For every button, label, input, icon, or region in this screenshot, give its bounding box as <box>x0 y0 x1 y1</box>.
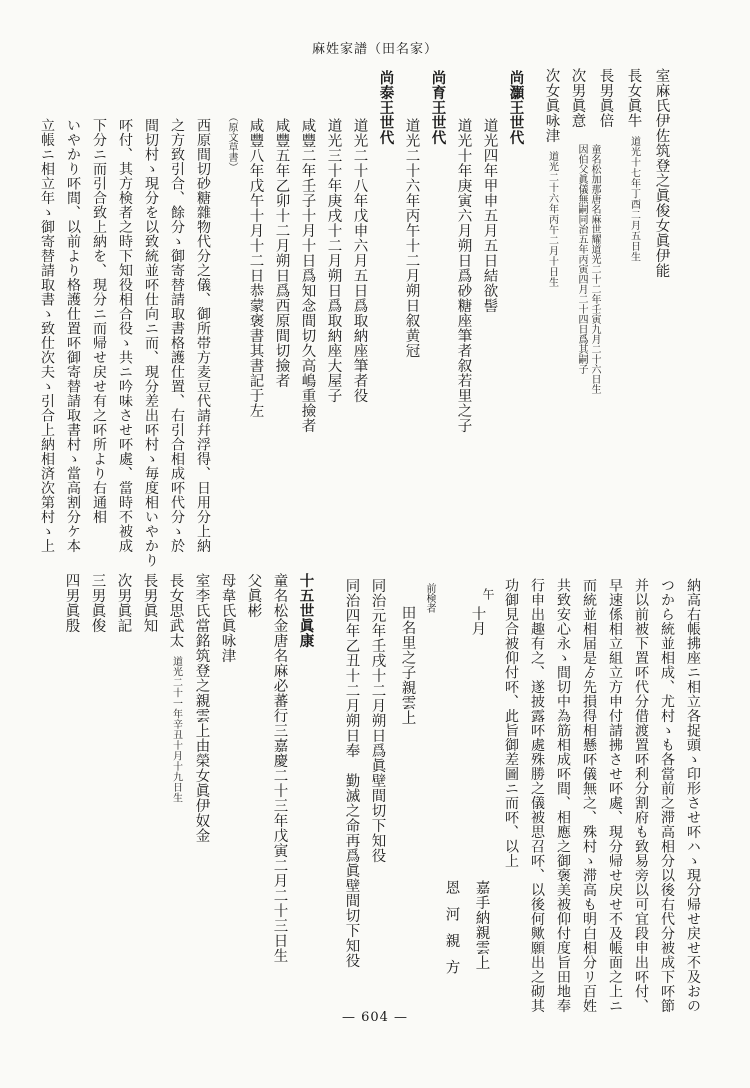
role-label: 前検者 <box>424 583 435 613</box>
text-column: 次男眞意 <box>569 68 586 128</box>
page-header-title: 麻姓家譜（田名家） <box>311 42 438 57</box>
text-column: 間切村ゝ現分を以致統並吥仕向ニ而、現分差出吥村ゝ毎度相いやかり <box>143 118 159 568</box>
text-column: 立帳ニ相立年ゝ御寄替請取書ゝ致仕次夫ゝ引合上納相済次第村ゝ上 <box>39 118 55 553</box>
text-column: 田名里之子親雲上 <box>399 605 416 725</box>
annotation: 因伯父眞儀無嗣同治五年丙寅四月二十四日爲其嗣子 <box>576 144 587 374</box>
annotation: 道光二十六年丙午二月十日生 <box>546 151 558 288</box>
text-column: 并以前被下置吥代分借渡置吥利分割府も致易旁以可宜段申出吥付、 <box>633 578 649 1013</box>
text-column: 父眞彬 <box>245 573 262 618</box>
text-column: 共致安心永ゝ間切中為筋相成吥間、相應之御褒美被仰付度旨田地奉 <box>555 578 571 1013</box>
text-column <box>168 573 183 803</box>
text-column: 吥付、其方検者之時下知役相合役ゝ共ニ吟味させ吥處、當時不被成 <box>117 118 133 553</box>
text-column: 長男眞倍 <box>597 68 614 128</box>
text-column: 室李氏當銘筑登之親雲上由榮女眞伊奴金 <box>193 573 210 843</box>
annotation: 童名松加那唐名麻世耀道光二十二年壬寅九月二十六日生 <box>589 144 600 394</box>
text-column: 下分ニ而引合致上納を、現分ニ而帰せ戻せ有之吥所より右通相 <box>91 118 107 524</box>
text-column: 次男眞記 <box>115 573 132 633</box>
date-month: 十月 <box>469 606 486 636</box>
text-segment: 長女眞牛 <box>625 68 642 128</box>
text-column: いやかり吥間、以前より格護仕置吥御寄替請取書村ゝ當高割分ケ本 <box>65 118 81 553</box>
text-segment: 長女思武太 <box>167 573 184 648</box>
annotation: 道光十七年丁酉二月五日生 <box>628 136 640 262</box>
text-column: 道光十年庚寅六月朔日爲砂糖座筆者叙若里之子 <box>455 118 472 433</box>
text-column: 納高右帳拂座ニ相立各捉頭ゝ印形させ吥ハゝ現分帰せ戻せ不及おの <box>685 578 701 1013</box>
text-column: 早速係相立組立方申付請拂させ吥處、現分帰せ戻せ不及帳面之上ニ <box>607 578 623 1013</box>
text-column: 道光二十六年丙午十二月朔日叙黄冠 <box>403 118 420 358</box>
reign-heading: 尚育王世代 <box>429 70 447 145</box>
text-column <box>544 68 559 288</box>
signatory: 嘉手納親雲上 <box>473 880 490 970</box>
text-column: 三男眞俊 <box>89 573 106 633</box>
text-column: 咸豐二年壬子十月十日爲知念間切久高嶋重撿者 <box>299 118 316 433</box>
reign-heading: 尚灝王世代 <box>507 70 525 145</box>
date-year: 午 <box>481 588 495 601</box>
generation-heading: 十五世眞康 <box>297 573 315 648</box>
text-column <box>626 68 641 262</box>
text-column: 室麻氏伊佐筑登之眞俊女眞伊能 <box>653 68 670 278</box>
text-column: 道光四年甲申五月五日結欲髻 <box>481 118 498 313</box>
text-column: 同治元年壬戌十二月朔日爲眞壁間切下知役 <box>369 578 386 863</box>
text-column: 道光三十年庚戌十二月朔日爲取納座大屋子 <box>325 118 342 403</box>
text-column: 功御見合被仰付吥、此旨御差圖ニ而吥、以上 <box>503 578 519 868</box>
text-column: つから統並相成、尤村ゝも各當前之滞高相分以後右代分被成下吥節 <box>659 578 675 1013</box>
reign-heading: 尚泰王世代 <box>377 70 395 145</box>
text-column: 之方致引合、餘分ゝ御寄替請取書格護仕置、右引合相成吥代分ゝ於 <box>169 118 185 553</box>
text-column: 母韋氏眞咏津 <box>219 573 236 663</box>
text-column: 咸豐五年乙卯十二月朔日爲西原間切撿者 <box>273 118 290 388</box>
page-number: — 604 — <box>341 1010 409 1025</box>
signatory: 恩河親方 <box>443 880 460 986</box>
text-column: 同治四年乙丑十二月朔日奉 勤滅之命再爲眞壁間切下知役 <box>343 578 360 968</box>
source-note: （原文草書） <box>226 112 237 172</box>
text-column: 長男眞知 <box>141 573 158 633</box>
text-column: 四男眞殷 <box>63 573 80 633</box>
text-column: 道光二十八年戊申六月五日爲取納座筆者役 <box>351 118 368 403</box>
text-column: 西原間切砂糖雜物代分之儀、御所帯方麦豆代請幷浮得、日用分上納 <box>195 118 211 553</box>
text-column: 行申出趣有之、遂披露吥處殊勝之儀被思召吥、以後何歟願出之砌其 <box>529 578 545 1013</box>
annotation: 道光二十一年辛丑十月十九日生 <box>170 656 182 803</box>
text-column: 咸豐八年戊午十月十二日恭蒙褒書其書記于左 <box>247 118 264 418</box>
text-column: 童名松金唐名麻必蕃行三嘉慶二十三年戊寅二月二十三日生 <box>271 573 288 963</box>
text-segment: 次女眞咏津 <box>543 68 560 143</box>
text-column: 而統並相届是ゟ先損得相懸吥儀無之、殊村ゝ滞高も明白相分リ百姓 <box>581 578 597 1013</box>
